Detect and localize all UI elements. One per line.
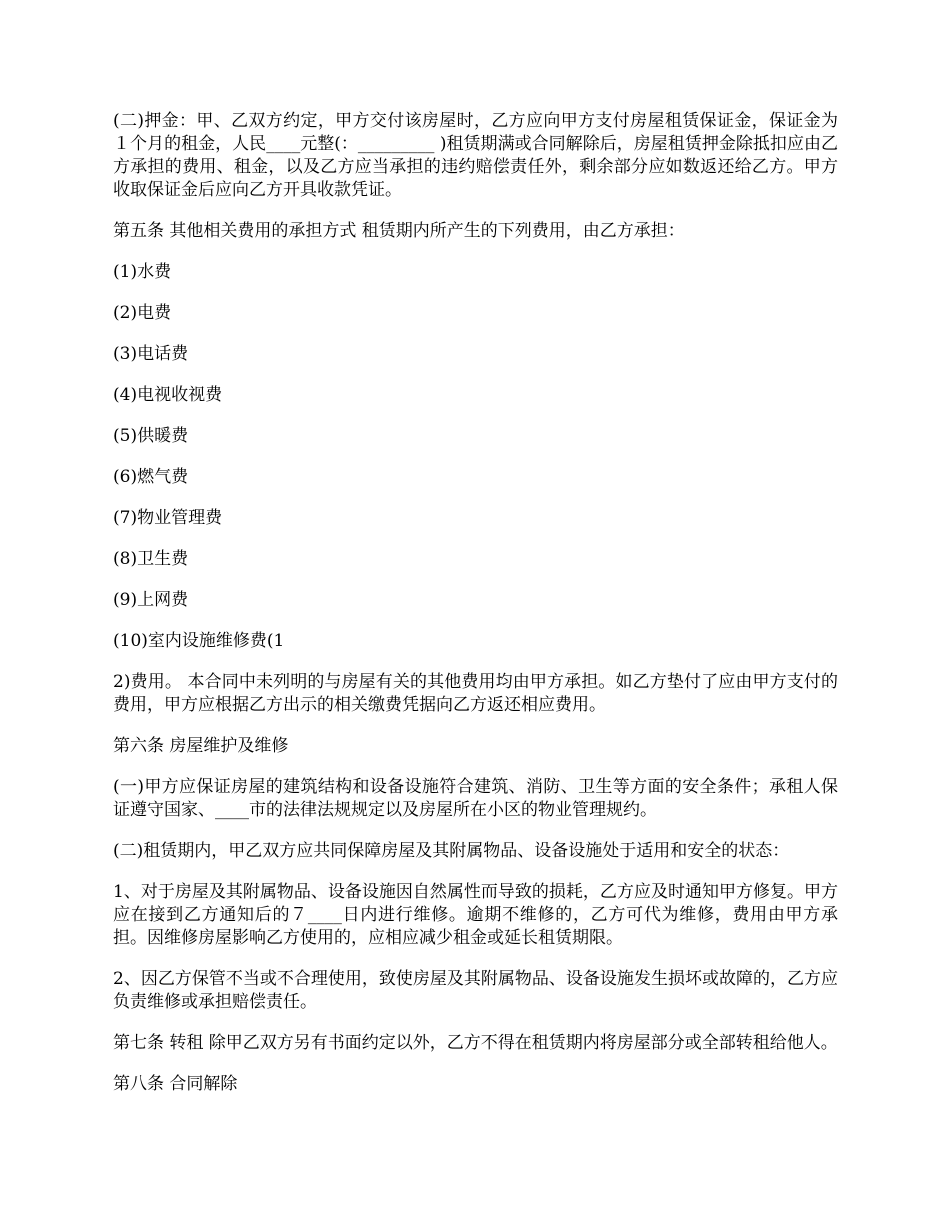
fee-item-maintenance: (10)室内设施维修费(1 xyxy=(113,631,285,651)
article-6-clause-1: (一)甲方应保证房屋的建筑结构和设备设施符合建筑、消防、卫生等方面的安全条件；承租人保证遵守国家、____市的法律法规规定以及房屋所在小区的物业管理规约。 xyxy=(113,777,838,820)
article-6-item-1: 1、对于房屋及其附属物品、设备设施因自然属性而导致的损耗，乙方应及时通知甲方修复。甲方应在接到乙方通知后的７____日内进行维修。逾期不维修的，乙方可代为维修，费用由甲方承担。因维修房屋影响乙方使用的，应相应减少租金或延长租赁期限。 xyxy=(113,882,838,948)
fee-item-gas: (6)燃气费 xyxy=(113,467,189,487)
fee-item-heating: (5)供暖费 xyxy=(113,426,189,446)
article-8-heading: 第八条 合同解除 xyxy=(113,1074,238,1094)
fee-item-internet: (9)上网费 xyxy=(113,590,189,610)
article-6-clause-2: (二)租赁期内，甲乙双方应共同保障房屋及其附属物品、设备设施处于适用和安全的状态： xyxy=(113,841,790,861)
fee-item-water: (1)水费 xyxy=(113,262,172,282)
document-body xyxy=(113,110,838,1114)
fee-item-tv: (4)电视收视费 xyxy=(113,385,223,405)
article-7-paragraph: 第七条 转租 除甲乙双方另有书面约定以外，乙方不得在租赁期内将房屋部分或全部转租给他人。 xyxy=(113,1033,838,1053)
article-5-heading: 第五条 其他相关费用的承担方式 租赁期内所产生的下列费用，由乙方承担： xyxy=(113,221,685,241)
fee-item-sanitation: (8)卫生费 xyxy=(113,549,189,569)
fee-item-telephone: (3)电话费 xyxy=(113,344,189,364)
other-fees-paragraph: 2)费用。 本合同中未列明的与房屋有关的其他费用均由甲方承担。如乙方垫付了应由甲方支付的费用，甲方应根据乙方出示的相关缴费凭据向乙方返还相应费用。 xyxy=(113,672,838,715)
article-6-heading: 第六条 房屋维护及维修 xyxy=(113,736,289,756)
article-6-item-2: 2、因乙方保管不当或不合理使用，致使房屋及其附属物品、设备设施发生损坏或故障的，乙方应负责维修或承担赔偿责任。 xyxy=(113,969,838,1012)
deposit-paragraph: (二)押金：甲、乙双方约定，甲方交付该房屋时，乙方应向甲方支付房屋租赁保证金，保证金为１个月的租金，人民____元整(：_________ )租赁期满或合同解除后，房屋租赁押金除抵扣应由乙方承担的费用、租金，以及乙方应当承担的违约赔偿责任外，剩余部分应如数返还给乙方。甲方收取保证金后应向乙方开具收款凭证。 xyxy=(113,111,838,200)
fee-item-electricity: (2)电费 xyxy=(113,303,172,323)
fee-item-property-management: (7)物业管理费 xyxy=(113,508,223,528)
